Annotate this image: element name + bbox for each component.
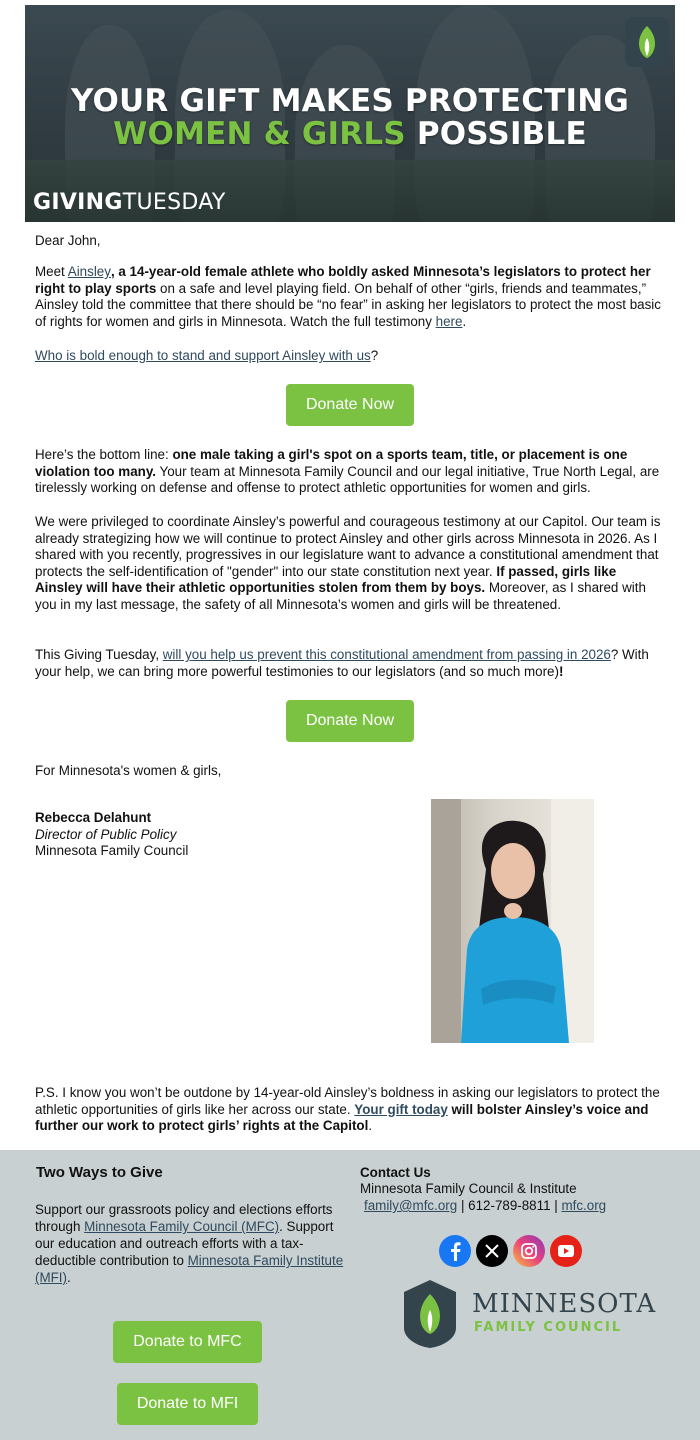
instagram-icon[interactable] [513,1235,545,1267]
two-ways-heading: Two Ways to Give [36,1164,163,1181]
contact-line: family@mfc.org | 612-789-8811 | mfc.org [364,1198,607,1213]
signature-org: Minnesota Family Council [35,843,189,859]
x-icon[interactable] [476,1235,508,1267]
logo-name: MINNESOTA [472,1289,657,1319]
hero-title: YOUR GIFT MAKES PROTECTING WOMEN & GIRLS POSSIBLE [70,83,630,152]
contact-heading: Contact Us [360,1165,431,1180]
mfc-leaf-icon [625,17,669,67]
testimony-link[interactable]: here [435,313,463,329]
signature-title: Director of Public Policy [35,826,177,842]
gift-today-link[interactable]: Your gift today [354,1101,448,1117]
signature-name: Rebecca Delahunt [35,810,152,825]
donate-now-button-1[interactable]: Donate Now [286,384,414,426]
signature-photo [431,799,594,1043]
mfc-logo-icon [400,1278,460,1350]
mfc-logo [400,1278,657,1350]
two-ways-text: Support our grassroots policy and elections efforts through Minnesota Family Council (MFC). Support our education and outreach efforts with a tax-deductible contribution to Minnesota Family Institute (MFI). [35,1202,344,1285]
support-question: Who is bold enough to stand and support Ainsley with us? [35,348,379,363]
greeting: Dear John, [35,233,101,248]
email-link[interactable]: family@mfc.org [364,1198,458,1213]
donate-now-button-2[interactable]: Donate Now [286,700,414,742]
amendment-link[interactable]: will you help us prevent this constitutional amendment from passing in 2026 [162,647,611,662]
donate-mfc-button[interactable]: Donate to MFC [113,1321,262,1363]
giving-tuesday-paragraph: This Giving Tuesday, will you help us prevent this constitutional amendment from passing in 2026? With your help, we can bring more powerful testimonies to our legislators (and so much more)! [35,647,649,679]
hero-title-green: WOMEN & GIRLS [113,116,406,152]
support-ainsley-link[interactable]: Who is bold enough to stand and support Ainsley with us [35,348,371,363]
hero-banner [25,5,675,222]
youtube-icon[interactable] [550,1235,582,1267]
contact-org: Minnesota Family Council & Institute [360,1181,577,1196]
donate-mfi-button[interactable]: Donate to MFI [117,1383,258,1425]
capitol-paragraph: We were privileged to coordinate Ainsley’s powerful and courageous testimony at our Capitol. Our team is already strategizing how we will continue to protect Ainsley and other girls across Minnesota in 2026. As I shared with you recently, progressives in our legislature want to advance a constitutional amendment that protects the self-identification of "gender" into our state constitution next year. If passed, girls like Ainsley will have their athletic opportunities stolen from them by boys. Moreover, as I shared with you in my last message, the safety of all Minnesota’s women and girls will be threatened. [35,514,661,612]
ainsley-link[interactable]: Ainsley [67,264,111,279]
signature-block [35,810,395,860]
bottom-line-paragraph: Here’s the bottom line: one male taking a girl's spot on a sports team, title, or placement is one violation too many. Your team at Minnesota Family Council and our legal initiative, True North Legal, are tirelessly working on defense and offense to protect athletic opportunities for women and girls. [35,447,660,496]
logo-subtitle: FAMILY COUNCIL [474,1320,623,1335]
footer [0,1150,700,1440]
ps-paragraph: P.S. I know you won’t be outdone by 14-year-old Ainsley’s boldness in asking our legislators to protect the athletic opportunities of girls like her across our state. Your gift today will bolster Ainsley’s voice and further our work to protect girls’ rights at the Capitol. [35,1085,660,1134]
mfc-link[interactable]: Minnesota Family Council (MFC) [84,1219,280,1234]
mfi-link[interactable]: Minnesota Family Institute (MFI) [35,1253,344,1285]
closing: For Minnesota's women & girls, [35,763,222,778]
facebook-icon[interactable] [439,1235,471,1267]
giving-tuesday-logo: GIVINGTUESDAY [33,190,226,216]
intro-paragraph: Meet Ainsley, a 14-year-old female athlete who boldly asked Minnesota’s legislators to protect her right to play sports on a safe and level playing field. On behalf of other “girls, friends and teammates,” Ainsley told the committee that there should be “no fear” in asking her legislators to protect the most basic of rights for women and girls in Minnesota. Watch the full testimony here. [35,264,661,329]
website-link[interactable]: mfc.org [561,1198,607,1213]
